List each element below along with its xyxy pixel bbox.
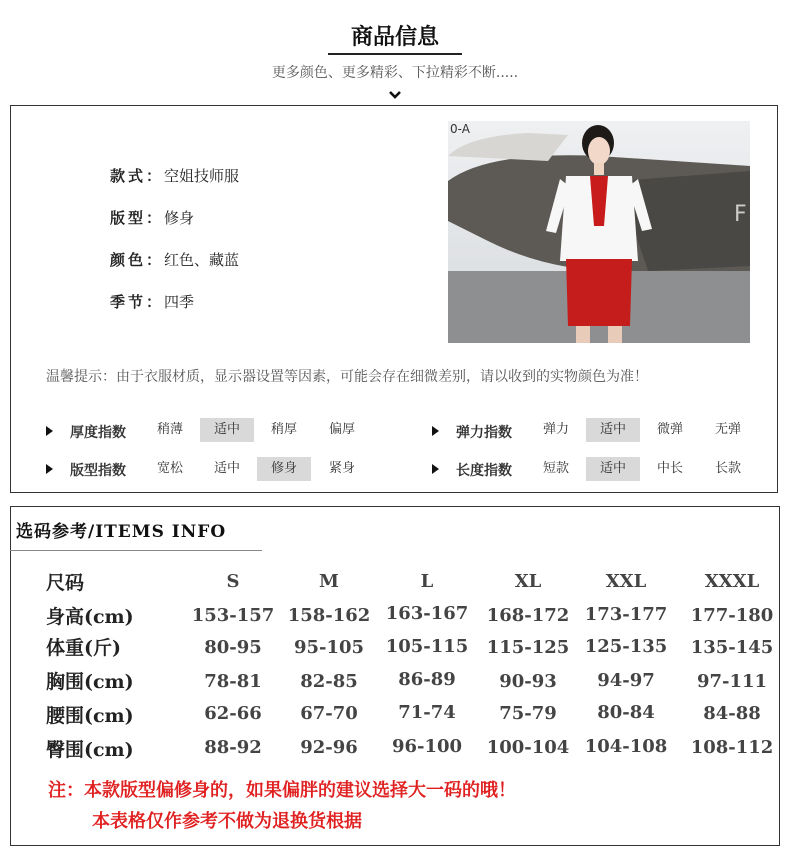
elasticity-option: 无弹 xyxy=(714,422,741,437)
thickness-option: 稍薄 xyxy=(156,422,183,437)
thickness-option: 稍厚 xyxy=(270,422,297,437)
table-cell: 80-84 xyxy=(597,702,655,723)
table-cell: 94-97 xyxy=(597,670,655,691)
row-label-weight: 体重(斤) xyxy=(46,637,121,659)
table-cell: 62-66 xyxy=(204,703,262,724)
row-label-hip: 臀围(cm) xyxy=(46,739,134,761)
table-cell: 88-92 xyxy=(204,737,262,758)
size-header-label: 尺码 xyxy=(46,572,85,594)
elasticity-option-selected: 适中 xyxy=(586,418,640,442)
table-cell: 78-81 xyxy=(204,671,262,692)
table-cell: 95-105 xyxy=(293,637,365,658)
thickness-option-selected: 适中 xyxy=(200,418,254,442)
product-photo xyxy=(448,121,750,343)
fit-option: 适中 xyxy=(213,461,240,476)
triangle-right-icon xyxy=(432,426,439,436)
fit-option-selected: 修身 xyxy=(257,457,311,481)
spec-value: 修身 xyxy=(164,209,195,227)
table-cell: 90-93 xyxy=(499,671,557,692)
triangle-right-icon xyxy=(46,426,53,436)
table-cell: 135-145 xyxy=(690,637,774,658)
table-cell: 153-157 xyxy=(191,605,275,626)
page-subtitle: 更多颜色、更多精彩、下拉精彩不断..... xyxy=(271,65,519,81)
spec-label: 款式 xyxy=(110,167,147,185)
size-header: XXXL xyxy=(704,571,760,592)
spec-fit: 版型：修身 xyxy=(110,209,195,227)
row-label-bust: 胸围(cm) xyxy=(46,671,134,693)
size-note-line1: 注：本款版型偏修身的，如果偏胖的建议选择大一码的哦！ xyxy=(48,780,516,801)
fit-index-label: 版型指数 xyxy=(70,463,126,479)
spec-season: 季节：四季 xyxy=(110,293,195,311)
length-option: 中长 xyxy=(656,461,683,476)
size-header: M xyxy=(319,571,339,592)
table-cell: 86-89 xyxy=(398,669,456,690)
spec-label: 版型 xyxy=(110,209,147,227)
spec-value: 空姐技师服 xyxy=(164,167,240,185)
table-cell: 168-172 xyxy=(486,605,570,626)
table-cell: 100-104 xyxy=(486,737,570,758)
spec-color: 颜色：红色、藏蓝 xyxy=(110,251,240,269)
length-option-selected: 适中 xyxy=(586,457,640,481)
row-label-waist: 腰围(cm) xyxy=(46,705,134,727)
table-cell: 84-88 xyxy=(703,703,761,724)
table-cell: 97-111 xyxy=(696,671,768,692)
table-cell: 115-125 xyxy=(486,637,570,658)
table-cell: 104-108 xyxy=(584,736,668,757)
table-cell: 92-96 xyxy=(300,737,358,758)
tail-letter: F xyxy=(734,202,747,227)
table-cell: 105-115 xyxy=(385,636,469,657)
table-cell: 125-135 xyxy=(584,636,668,657)
table-cell: 96-100 xyxy=(391,736,463,757)
spec-label: 颜色 xyxy=(110,251,147,269)
table-cell: 163-167 xyxy=(385,603,469,624)
elasticity-option: 弹力 xyxy=(542,422,569,437)
table-cell: 82-85 xyxy=(300,671,358,692)
table-cell: 108-112 xyxy=(690,737,774,758)
size-note-line2: 本表格仅作参考不做为退换货根据 xyxy=(92,811,362,832)
table-cell: 75-79 xyxy=(499,703,557,724)
table-cell: 80-95 xyxy=(204,637,262,658)
fit-option: 紧身 xyxy=(328,461,355,476)
table-cell: 67-70 xyxy=(300,703,358,724)
spec-style: 款式：空姐技师服 xyxy=(110,167,240,185)
tail-text: 0-A xyxy=(450,122,470,136)
length-option: 长款 xyxy=(714,461,741,476)
triangle-right-icon xyxy=(432,464,439,474)
table-cell: 173-177 xyxy=(584,604,668,625)
table-cell: 158-162 xyxy=(287,605,371,626)
size-header: L xyxy=(420,571,434,592)
size-header: XXL xyxy=(605,571,647,592)
fit-option: 宽松 xyxy=(156,461,183,476)
table-cell: 177-180 xyxy=(690,605,774,626)
row-label-height: 身高(cm) xyxy=(46,606,134,628)
table-cell: 71-74 xyxy=(398,702,456,723)
thickness-index-label: 厚度指数 xyxy=(70,425,126,441)
notice-text: 温馨提示：由于衣服材质，显示器设置等因素，可能会存在细微差别，请以收到的实物颜色为准！ xyxy=(46,369,648,385)
size-info-title: 选码参考/ITEMS INFO xyxy=(16,522,227,542)
thickness-option: 偏厚 xyxy=(328,422,355,437)
chevron-down-icon xyxy=(388,90,402,100)
size-info-underline xyxy=(10,550,262,551)
size-header: S xyxy=(226,571,240,592)
spec-value: 红色、藏蓝 xyxy=(164,251,240,269)
spec-label: 季节 xyxy=(110,293,147,311)
elasticity-index-label: 弹力指数 xyxy=(456,425,512,441)
length-index-label: 长度指数 xyxy=(456,463,512,479)
title-underline xyxy=(328,53,462,55)
length-option: 短款 xyxy=(542,461,569,476)
elasticity-option: 微弹 xyxy=(656,422,683,437)
page-title: 商品信息 xyxy=(350,25,439,50)
size-header: XL xyxy=(514,571,542,592)
spec-value: 四季 xyxy=(164,293,195,311)
triangle-right-icon xyxy=(46,464,53,474)
